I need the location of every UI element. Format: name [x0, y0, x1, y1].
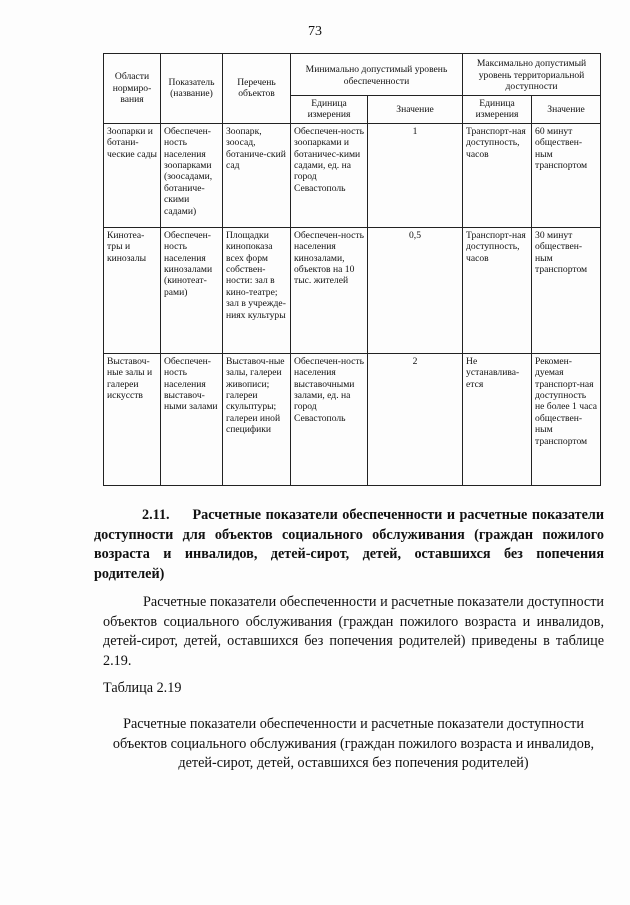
cell-access-value: 30 минут обществен-ным транспортом — [532, 227, 601, 353]
cell-unit: Обеспечен-ность зоопарками и ботаничес-кими садами, ед. на город Севастополь — [291, 123, 368, 227]
header-unit-access: Единица измерения — [463, 96, 532, 124]
cell-area: Выставоч-ные залы и галереи искусств — [104, 353, 161, 485]
cell-value: 0,5 — [368, 227, 463, 353]
header-objects: Перечень объектов — [223, 54, 291, 124]
cell-area: Кинотеа-тры и кинозалы — [104, 227, 161, 353]
cell-area: Зоопарки и ботани-ческие сады — [104, 123, 161, 227]
section-heading — [94, 506, 604, 584]
cell-access-unit: Транспорт-ная доступность, часов — [463, 227, 532, 353]
cell-objects: Площадки кинопоказа всех форм собствен-ности: зал в кино-театре; зал в учрежде-ниях культуры — [223, 227, 291, 353]
cell-value: 2 — [368, 353, 463, 485]
table-label: Таблица 2.19 — [103, 680, 182, 696]
cell-indicator: Обеспечен-ность населения зоопарками (зоосадами, ботаниче-скими садами) — [161, 123, 223, 227]
header-value-access: Значение — [532, 96, 601, 124]
header-value: Значение — [368, 96, 463, 124]
cell-objects: Выставоч-ные залы, галереи живописи; галереи скульптуры; галереи иной специфики — [223, 353, 291, 485]
cell-objects: Зоопарк, зоосад, ботаниче-ский сад — [223, 123, 291, 227]
table-row — [104, 353, 601, 485]
norms-table — [103, 53, 601, 486]
cell-access-unit: Транспорт-ная доступность, часов — [463, 123, 532, 227]
section-title: Расчетные показатели обеспеченности и расчетные показатели доступности для объектов социального обслуживания (граждан пожилого возраста и инвалидов, детей-сирот, детей, оставшихся без попечения родителей) — [94, 507, 604, 582]
header-area: Области нормиро-вания — [104, 54, 161, 124]
page-number: 73 — [308, 24, 322, 39]
cell-access-value: Рекомен-дуемая транспорт-ная доступность не более 1 часа обществен-ным транспортом — [532, 353, 601, 485]
table-row — [104, 123, 601, 227]
header-indicator: Показатель (название) — [161, 54, 223, 124]
table-row — [104, 227, 601, 353]
cell-unit: Обеспечен-ность населения кинозалами, объектов на 10 тыс. жителей — [291, 227, 368, 353]
section-number: 2.11. — [142, 507, 170, 523]
cell-value: 1 — [368, 123, 463, 227]
cell-access-unit: Не устанавлива-ется — [463, 353, 532, 485]
cell-indicator: Обеспечен-ность населения кинозалами (кинотеат-рами) — [161, 227, 223, 353]
cell-indicator: Обеспечен-ность населения выставоч-ными залами — [161, 353, 223, 485]
cell-unit: Обеспечен-ность населения выставочными залами, ед. на город Севастополь — [291, 353, 368, 485]
header-unit: Единица измерения — [291, 96, 368, 124]
table-caption: Расчетные показатели обеспеченности и расчетные показатели доступности объектов социального обслуживания (граждан пожилого возраста и инвалидов, детей-сирот, детей, оставшихся без попечения родителей) — [112, 716, 595, 771]
body-paragraph: Расчетные показатели обеспеченности и расчетные показатели доступности объектов социального обслуживания (граждан пожилого возраста и инвалидов, детей-сирот, детей, оставшихся без попечения родителей) приведены в таблице 2.19. — [103, 594, 604, 669]
header-max-level: Максимально допустимый уровень территориальной доступности — [463, 54, 601, 96]
header-min-level: Минимально допустимый уровень обеспеченности — [291, 54, 463, 96]
cell-access-value: 60 минут обществен-ным транспортом — [532, 123, 601, 227]
